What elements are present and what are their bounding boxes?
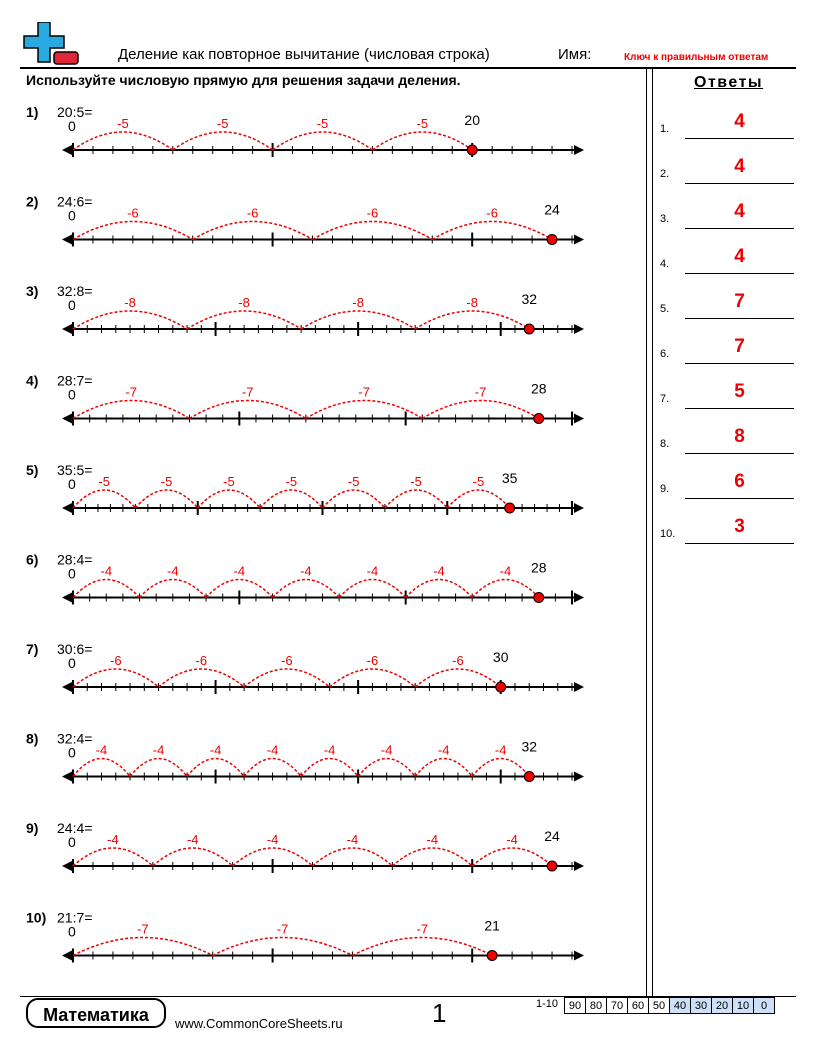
hop-label: -6 <box>486 205 498 221</box>
hop-arc <box>447 490 509 508</box>
hop-label: -6 <box>109 653 122 668</box>
hop-label: -7 <box>125 384 137 400</box>
number-line-end-label: 35 <box>501 470 518 486</box>
problem-number: 8) <box>26 730 39 747</box>
hop-label: -4 <box>346 832 359 847</box>
score-cell: 80 <box>586 998 607 1014</box>
hop-label: -4 <box>323 742 336 758</box>
answer-number: 8. <box>660 438 670 450</box>
hop-label: -6 <box>246 205 259 221</box>
left-arrow-icon <box>62 861 72 871</box>
score-cell: 30 <box>691 998 712 1014</box>
answer-number: 7. <box>660 393 670 405</box>
end-point-marker <box>524 324 534 334</box>
answers-title: Ответы <box>694 74 764 91</box>
hop-label: -4 <box>266 742 279 758</box>
right-arrow-icon <box>574 861 584 871</box>
hop-label: -5 <box>416 116 429 131</box>
answer-value: 8 <box>734 426 745 447</box>
right-arrow-icon <box>574 145 584 155</box>
answer-line <box>685 183 794 184</box>
number-line-end-label: 24 <box>544 828 560 844</box>
problem-expression: 20:5= <box>57 104 93 120</box>
hop-label: -6 <box>366 205 379 221</box>
number-line-start-label: 0 <box>68 386 76 403</box>
hop-label: -6 <box>195 653 208 668</box>
end-point-marker <box>547 235 557 245</box>
problem-expression: 35:5= <box>57 462 93 478</box>
hop-arc <box>135 490 197 508</box>
problem-expression: 30:6= <box>57 641 93 657</box>
hop-label: -4 <box>186 832 199 847</box>
hop-label: -4 <box>499 563 512 579</box>
right-arrow-icon <box>574 593 584 603</box>
website-link[interactable]: www.CommonCoreSheets.ru <box>175 1016 343 1031</box>
hop-label: -4 <box>366 563 379 579</box>
hop-label: -8 <box>466 295 478 310</box>
hop-arc <box>273 132 373 150</box>
answer-number: 5. <box>660 303 670 315</box>
score-cell: 70 <box>607 998 628 1014</box>
hop-label: -6 <box>452 653 464 668</box>
answer-value: 6 <box>734 471 745 492</box>
answer-row <box>660 471 794 499</box>
hop-arc <box>260 490 322 508</box>
answer-value: 7 <box>734 291 745 312</box>
answer-line <box>685 228 794 229</box>
left-arrow-icon <box>62 682 72 692</box>
right-arrow-icon <box>574 414 584 424</box>
left-arrow-icon <box>62 145 72 155</box>
hop-label: -5 <box>347 474 360 489</box>
left-arrow-icon <box>62 593 72 603</box>
left-arrow-icon <box>62 772 72 782</box>
end-point-marker <box>534 414 544 424</box>
number-line-end-label: 20 <box>464 112 480 128</box>
hop-label: -4 <box>209 742 222 758</box>
number-line-start-label: 0 <box>68 297 76 313</box>
answer-column-divider <box>652 68 653 996</box>
problem-expression: 21:7= <box>57 909 93 926</box>
hop-label: -7 <box>474 384 487 400</box>
score-range-label: 1-10 <box>536 998 559 1010</box>
hop-label: -7 <box>276 921 289 937</box>
answer-line <box>685 543 794 544</box>
number-line-end-label: 28 <box>530 380 547 397</box>
hop-label: -4 <box>100 563 113 579</box>
score-cell: 50 <box>649 998 670 1014</box>
answer-number: 4. <box>660 258 670 270</box>
hop-label: -5 <box>223 474 235 489</box>
number-line-start-label: 0 <box>68 118 76 134</box>
answer-row <box>660 201 794 229</box>
end-point-marker <box>505 503 515 513</box>
problem-number: 2) <box>26 193 39 210</box>
problem-number: 10) <box>26 909 47 926</box>
answer-line <box>685 408 794 409</box>
right-arrow-icon <box>574 235 584 245</box>
score-table <box>564 997 775 1014</box>
answer-number: 10. <box>660 528 676 540</box>
hop-arc <box>73 938 213 956</box>
hop-arc <box>73 132 173 150</box>
worksheet-title: Деление как повторное вычитание (числовая строка) <box>118 46 490 63</box>
hop-label: -4 <box>426 832 439 847</box>
answer-line <box>685 138 794 139</box>
answer-line <box>685 318 794 319</box>
instructions: Используйте числовую прямую для решения задачи деления. <box>26 72 461 88</box>
problem-number: 1) <box>26 104 39 120</box>
left-arrow-icon <box>62 414 72 424</box>
hop-arc <box>189 401 305 419</box>
hop-label: -5 <box>410 474 422 489</box>
hop-arc <box>198 490 260 508</box>
answer-value: 4 <box>734 201 745 222</box>
answer-key-label: Ключ к правильным ответам <box>624 52 769 63</box>
answer-value: 4 <box>734 246 745 267</box>
hop-arc <box>73 401 189 419</box>
right-arrow-icon <box>574 324 584 334</box>
hop-label: -4 <box>506 832 518 847</box>
number-line-start-label: 0 <box>68 923 76 940</box>
hop-label: -4 <box>152 742 165 758</box>
problem-expression: 28:4= <box>57 551 93 568</box>
number-line-start-label: 0 <box>68 744 76 761</box>
end-point-marker <box>524 772 534 782</box>
score-cell: 20 <box>712 998 733 1014</box>
answer-line <box>685 453 794 454</box>
hop-label: -4 <box>300 563 312 579</box>
hop-arc <box>422 401 538 419</box>
number-line-start-label: 0 <box>68 207 76 224</box>
right-arrow-icon <box>574 503 584 513</box>
answer-number: 9. <box>660 483 670 495</box>
problem-number: 6) <box>26 551 39 568</box>
answer-number: 3. <box>660 213 670 225</box>
answer-row <box>660 516 794 544</box>
hop-label: -4 <box>95 742 108 758</box>
answer-line <box>685 498 794 499</box>
score-cell: 10 <box>733 998 754 1014</box>
end-point-marker <box>534 593 544 603</box>
problem-number: 5) <box>26 462 39 478</box>
answer-row <box>660 156 794 184</box>
number-line-end-label: 24 <box>544 201 560 218</box>
problem-number: 4) <box>26 372 39 389</box>
end-point-marker <box>547 861 557 871</box>
score-cell: 60 <box>628 998 649 1014</box>
hop-arc <box>385 490 447 508</box>
hop-label: -4 <box>433 563 445 579</box>
hop-label: -6 <box>366 653 379 668</box>
hop-label: -5 <box>285 474 298 489</box>
number-line-end-label: 32 <box>521 291 538 307</box>
score-cell: 40 <box>670 998 691 1014</box>
answer-row <box>660 246 794 274</box>
answer-number: 1. <box>660 123 670 135</box>
hop-label: -7 <box>137 921 149 937</box>
left-arrow-icon <box>62 324 72 334</box>
number-line-start-label: 0 <box>68 834 76 850</box>
answer-row <box>660 381 794 409</box>
problem-number: 3) <box>26 283 39 299</box>
left-arrow-icon <box>62 235 72 245</box>
left-arrow-icon <box>62 503 72 513</box>
number-line-start-label: 0 <box>68 655 76 671</box>
hop-label: -4 <box>107 832 119 847</box>
answer-number: 6. <box>660 348 670 360</box>
answer-row <box>660 291 794 319</box>
problem-expression: 32:8= <box>57 283 93 299</box>
hop-label: -4 <box>233 563 246 579</box>
problem-expression: 24:6= <box>57 193 93 210</box>
right-arrow-icon <box>574 772 584 782</box>
hop-arc <box>323 490 385 508</box>
number-line-end-label: 28 <box>530 559 547 576</box>
left-arrow-icon <box>62 951 72 961</box>
end-point-marker <box>496 682 506 692</box>
answer-value: 4 <box>734 156 745 177</box>
hop-label: -8 <box>352 295 364 310</box>
answer-value: 3 <box>734 516 745 537</box>
answer-line <box>685 363 794 364</box>
score-cell: 90 <box>565 998 586 1014</box>
problem-expression: 24:4= <box>57 820 93 836</box>
hop-label: -5 <box>117 116 129 131</box>
number-line-end-label: 21 <box>484 917 500 934</box>
end-point-marker <box>467 145 477 155</box>
answer-row <box>660 426 794 454</box>
brand-badge: Математика <box>26 998 166 1028</box>
problem-number: 9) <box>26 820 39 836</box>
hop-label: -5 <box>160 474 173 489</box>
answer-row <box>660 111 794 139</box>
hop-label: -8 <box>238 295 250 310</box>
answer-value: 5 <box>734 381 745 402</box>
hop-label: -6 <box>127 205 139 221</box>
hop-label: -5 <box>472 474 485 489</box>
answer-number: 2. <box>660 168 670 180</box>
right-arrow-icon <box>574 682 584 692</box>
number-line-end-label: 30 <box>492 649 509 665</box>
hop-arc <box>173 132 273 150</box>
hop-label: -8 <box>124 295 136 310</box>
number-line-end-label: 32 <box>521 738 538 755</box>
name-label: Имя: <box>558 46 592 63</box>
hop-label: -7 <box>358 384 370 400</box>
hop-label: -6 <box>281 653 293 668</box>
answer-value: 4 <box>734 111 745 132</box>
hop-label: -4 <box>380 742 393 758</box>
problem-expression: 28:7= <box>57 372 93 389</box>
score-cell: 0 <box>754 998 775 1014</box>
answer-column-divider <box>646 68 647 996</box>
number-line-start-label: 0 <box>68 476 76 492</box>
end-point-marker <box>487 951 497 961</box>
hop-arc <box>73 490 135 508</box>
hop-label: -5 <box>316 116 329 131</box>
answer-line <box>685 273 794 274</box>
hop-label: -4 <box>437 742 450 758</box>
hop-label: -5 <box>216 116 229 131</box>
problem-number: 7) <box>26 641 39 657</box>
hop-label: -5 <box>98 474 110 489</box>
hop-label: -7 <box>416 921 429 937</box>
problem-expression: 32:4= <box>57 730 93 747</box>
hop-arc <box>213 938 353 956</box>
hop-arc <box>372 132 472 150</box>
right-arrow-icon <box>574 951 584 961</box>
answer-value: 7 <box>734 336 745 357</box>
hop-label: -4 <box>266 832 279 847</box>
number-line-start-label: 0 <box>68 565 76 582</box>
hop-label: -4 <box>167 563 179 579</box>
hop-label: -7 <box>241 384 254 400</box>
answer-row <box>660 336 794 364</box>
page-number: 1 <box>432 998 447 1028</box>
hop-label: -4 <box>494 742 507 758</box>
